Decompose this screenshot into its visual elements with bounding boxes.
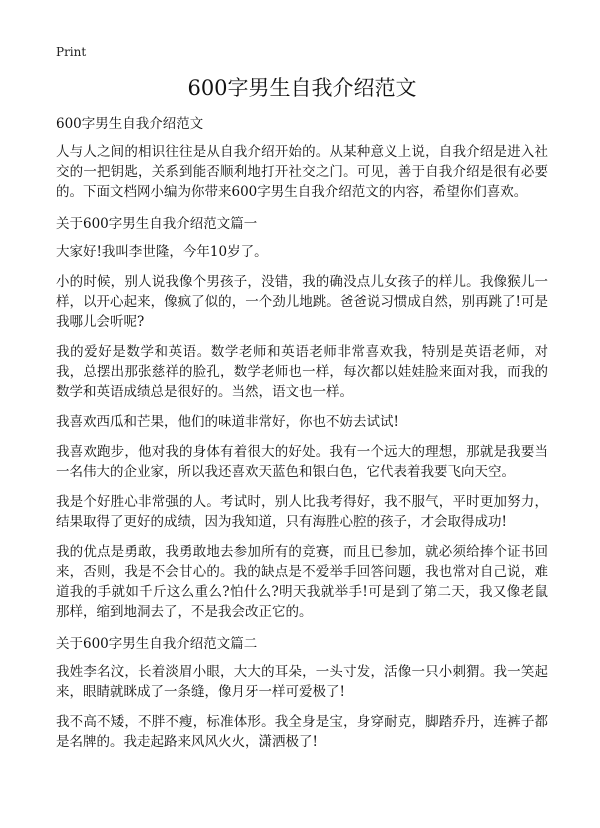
document-title: 600字男生自我介绍范文 bbox=[187, 76, 417, 100]
section-heading-2: 关于600字男生自我介绍范文篇二 bbox=[56, 636, 258, 652]
section2-paragraph: 我不高不矮，不胖不瘦，标准体形。我全身是宝，身穿耐克，脚踏乔丹，连裤子都是名牌的。我走起路来风风火火，潇洒极了! bbox=[56, 714, 548, 750]
section1-paragraph: 大家好!我叫李世隆，今年10岁了。 bbox=[56, 244, 268, 260]
print-link[interactable]: Print bbox=[56, 45, 87, 59]
section1-paragraph: 小的时候，别人说我像个男孩子，没错，我的确没点儿女孩子的样儿。我像猴儿一样，以开心起来，像疯了似的，一个劲儿地跳。爸爸说习惯成自然，别再跳了!可是我哪儿会听呢? bbox=[56, 274, 548, 330]
document-subtitle: 600字男生自我介绍范文 bbox=[56, 116, 204, 132]
section-heading-1: 关于600字男生自我介绍范文篇一 bbox=[56, 216, 258, 232]
section1-paragraph: 我的爱好是数学和英语。数学老师和英语老师非常喜欢我，特别是英语老师，对我，总摆出那张慈祥的脸孔，数学老师也一样，每次都以娃娃脸来面对我，而我的数学和英语成绩总是很好的。当然，语文也一样。 bbox=[56, 344, 548, 400]
intro-paragraph: 人与人之间的相识往往是从自我介绍开始的。从某种意义上说，自我介绍是进入社交的一把钥匙，关系到能否顺利地打开社交之门。可见，善于自我介绍是很有必要的。下面文档网小编为你带来600字男生自我介绍范文的内容，希望你们喜欢。 bbox=[56, 144, 548, 200]
section2-paragraph: 我姓李名汶，长着淡眉小眼，大大的耳朵，一头寸发，活像一只小刺猬。我一笑起来，眼睛就眯成了一条缝，像月牙一样可爱极了! bbox=[56, 664, 548, 700]
section1-paragraph: 我喜欢跑步，他对我的身体有着很大的好处。我有一个远大的理想，那就是我要当一名伟大的企业家，所以我还喜欢天蓝色和银白色，它代表着我要飞向天空。 bbox=[56, 444, 548, 480]
section1-paragraph: 我是个好胜心非常强的人。考试时，别人比我考得好，我不服气，平时更加努力，结果取得了更好的成绩，因为我知道，只有海胜心腔的孩子，才会取得成功! bbox=[56, 494, 548, 530]
section1-paragraph: 我的优点是勇敢，我勇敢地去参加所有的竞赛，而且已参加，就必须给捧个证书回来，否则，我是不会甘心的。我的缺点是不爱举手回答问题，我也常对自己说，难道我的手就如千斤这么重么?怕什么?明天我就举手!可是到了第二天，我又像老鼠那样，缩到地洞去了，不是我会改正它的。 bbox=[56, 544, 548, 620]
section1-paragraph: 我喜欢西瓜和芒果，他们的味道非常好，你也不妨去试试! bbox=[56, 414, 399, 430]
